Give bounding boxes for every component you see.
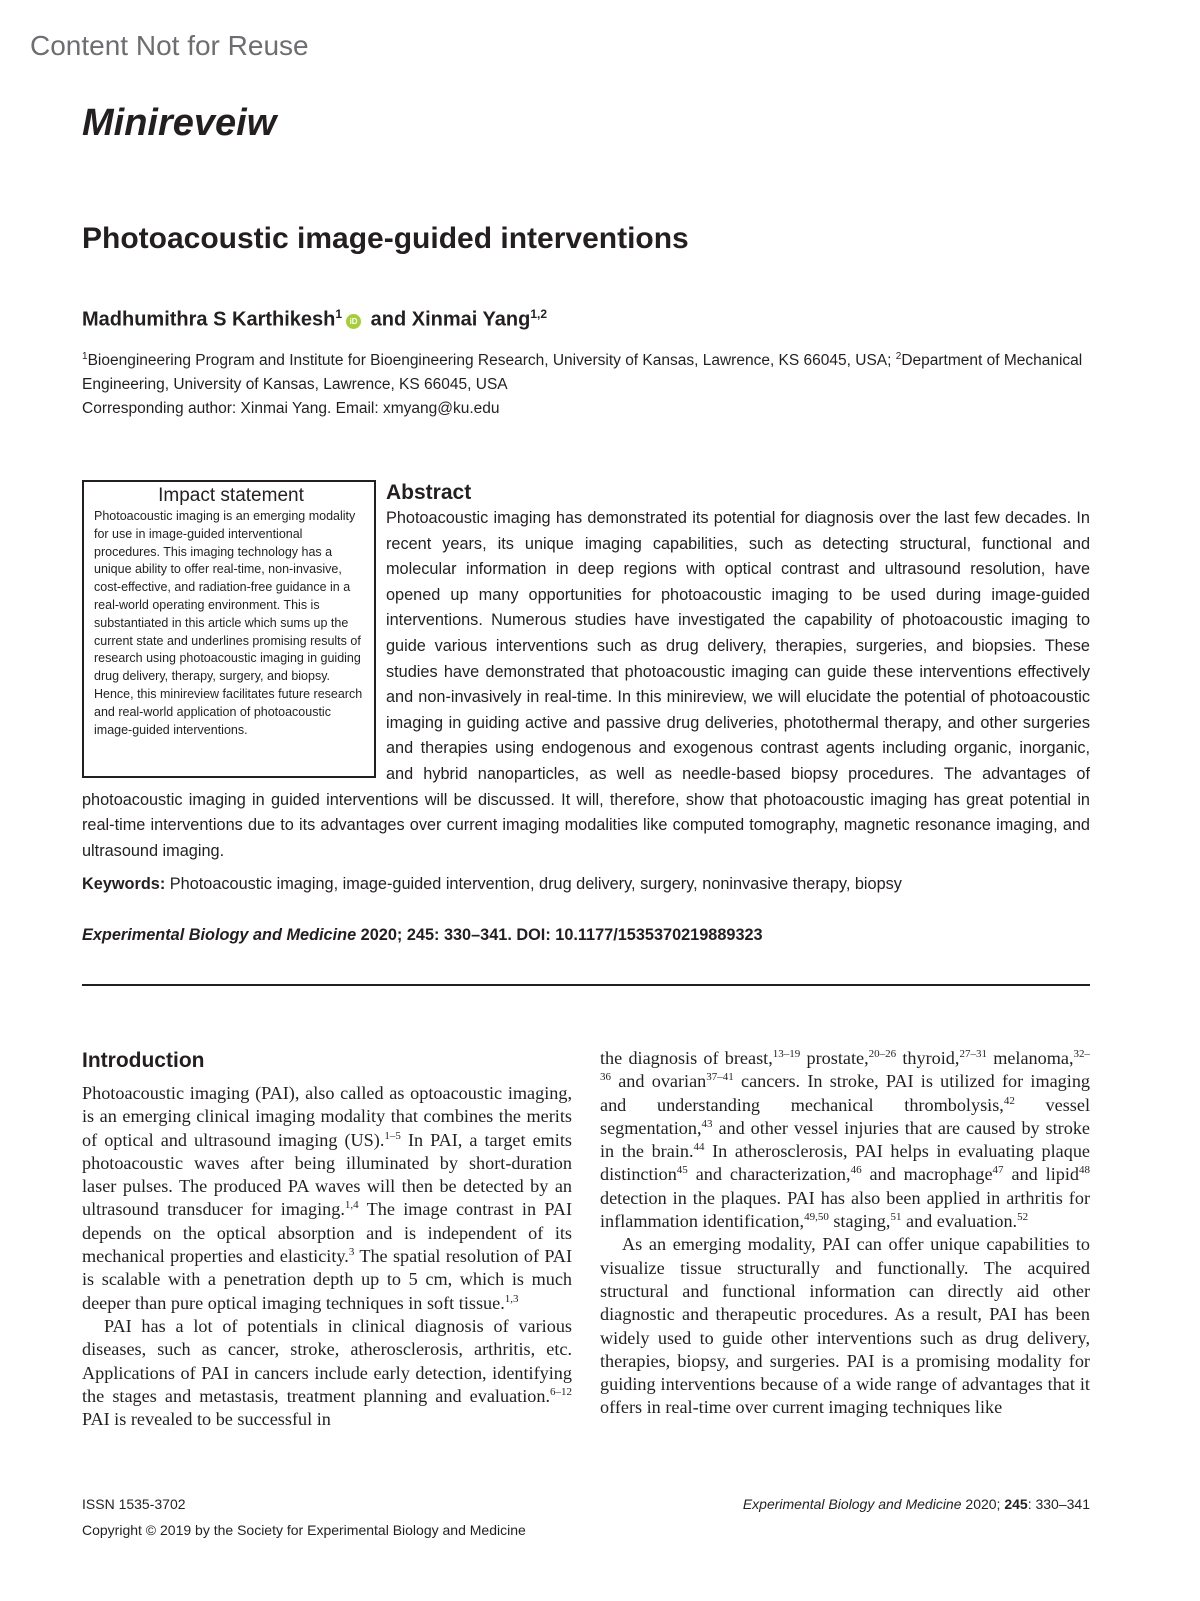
author-2-affil: 1,2 [530,307,547,321]
reference-superscript[interactable]: 20–26 [868,1047,897,1060]
corresponding-author: Corresponding author: Xinmai Yang. Email: xmyang@ku.edu [82,400,500,418]
abstract-section [82,480,1090,864]
impact-text: Photoacoustic imaging is an emerging modality for use in image-guided interventional procedures. This imaging technology has a unique ability to offer real-time, non-invasive, cost-effective, and radiation-free guidance in a real-world operating environment. This is substantiated in this article which sums up the current state and underlines promising results of research using photoacoustic imaging in guiding drug delivery, therapy, surgery, and biopsy. Hence, this minireview facilitates future research and real-world application of photoacoustic image-guided interventions. [94,509,363,737]
reference-superscript[interactable]: 3 [348,1246,355,1259]
author-2: and Xinmai Yang [365,308,531,331]
body-paragraph [600,1233,1090,1419]
reference-superscript[interactable]: 13–19 [772,1047,801,1060]
keywords-label: Keywords: [82,875,166,893]
paragraph-text: the diagnosis of breast, [600,1048,773,1068]
reference-superscript[interactable]: 44 [693,1141,705,1154]
paragraph-text: melanoma, [986,1048,1074,1068]
body-paragraph [600,1047,1090,1233]
reference-superscript[interactable]: 32–36 [600,1047,1090,1084]
reference-superscript[interactable]: 45 [676,1164,688,1177]
impact-statement-box [82,480,376,778]
paragraph-text: detection in the plaques. PAI has also been applied in arthritis for inflammation identification, [600,1187,1090,1232]
paragraph-text: The spatial resolution of PAI is scalable with a penetration depth up to 5 cm, which is much deeper than pure optical imaging techniques in soft tissue. [82,1246,573,1313]
right-column [600,1047,1090,1420]
keywords [82,875,902,894]
affiliation-1: Bioengineering Program and Institute for Bioengineering Research, University of Kansas, Lawrence, KS 66045, USA; [87,352,896,370]
paragraph-text: prostate, [800,1048,869,1068]
paragraph-text: cancers. In stroke, PAI is utilized for imaging and understanding mechanical thrombolysis, [600,1071,1091,1115]
reference-superscript[interactable]: 42 [1003,1094,1015,1107]
paragraph-text: In atherosclerosis, PAI helps in evaluating plaque distinction [600,1141,1090,1185]
article-type: Minireveiw [82,102,277,144]
paragraph-text: and evaluation. [901,1211,1018,1232]
reference-superscript[interactable]: 52 [1017,1211,1029,1224]
paragraph-text: staging, [828,1211,891,1232]
footer-volume: 245 [1004,1496,1028,1512]
footer-journal: Experimental Biology and Medicine [742,1496,962,1512]
paragraph-text: and characterization, [687,1164,851,1185]
issn: ISSN 1535-3702 [82,1496,186,1512]
reference-superscript[interactable]: 27–31 [959,1047,987,1060]
reference-superscript[interactable]: 6–12 [550,1385,572,1398]
body-paragraph [82,1082,572,1315]
reference-superscript[interactable]: 1–5 [384,1129,401,1142]
citation [82,926,763,945]
divider [82,984,1090,986]
watermark: Content Not for Reuse [30,30,309,61]
reference-superscript[interactable]: 1,4 [344,1199,359,1212]
introduction-heading: Introduction [82,1049,205,1072]
right-column-body [600,1047,1090,1420]
reference-superscript[interactable]: 43 [701,1117,713,1130]
article-title: Photoacoustic image-guided interventions [82,222,689,255]
paragraph-text: PAI is revealed to be successful in [82,1409,331,1430]
footer-year: 2020; [961,1496,1005,1512]
reference-superscript[interactable]: 1,3 [504,1292,519,1305]
reference-superscript[interactable]: 48 [1079,1164,1090,1177]
citation-journal: Experimental Biology and Medicine [82,926,357,944]
copyright: Copyright © 2019 by the Society for Experimental Biology and Medicine [82,1522,526,1538]
running-footer [743,1496,1090,1512]
paragraph-text: and macrophage [861,1164,993,1185]
impact-heading: Impact statement [158,485,304,506]
reference-superscript[interactable]: 46 [850,1164,862,1177]
abstract-text: Photoacoustic imaging has demonstrated its potential for diagnosis over the last few decades. In recent years, its unique imaging capabilities, such as detecting structural, functional and molecular information in deep regions with optical contrast and ultrasound resolution, have opened up many opportunities for photoacoustic imaging to be used during image-guided interventions. Numerous studies have investigated the capability of photoacoustic imaging to guide various interventions such as drug delivery, therapies, surgeries, and biopsies. These studies have demonstrated that photoacoustic imaging can guide these interventions effectively and non-invasively in real-time. In this minireview, we will elucidate the potential of photoacoustic imaging in guiding active and passive drug deliveries, photothermal therapy, and other surgeries and therapies using endogenous and exogenous contrast agents including organic, inorganic, and hybrid nanoparticles, as well as needle-based biopsy procedures. The advantages of photoacoustic imaging in guided interventions will be discussed. It will, therefore, show that photoacoustic imaging has great potential in real-time interventions due to its advantages over current imaging modalities like computed tomography, magnetic resonance imaging, and ultrasound imaging. [82,509,1090,860]
reference-superscript[interactable]: 51 [890,1211,902,1224]
affiliation-2: Department of Mechanical Engineering, University of Kansas, Lawrence, KS 66045, USA [82,352,1083,394]
author-1-affil: 1 [335,307,343,321]
paragraph-text: As an emerging modality, PAI can offer unique capabilities to visualize tissue structurally and functionally. The acquired structural and functional information can directly aid other diagnostic and therapeutic procedures. As a result, PAI has been widely used to guide other interventions such as drug delivery, therapies, biopsy, and surgeries. PAI is a promising modality for guiding interventions because of a wide range of advantages that it offers in real-time over current imaging techniques like [600,1234,1090,1418]
paragraph-text: thyroid, [896,1048,960,1068]
affil-sup: 2 [895,351,902,362]
citation-doi[interactable]: 2020; 245: 330–341. DOI: 10.1177/1535370219889323 [356,926,763,944]
paragraph-text: vessel segmentation, [600,1094,1091,1138]
footer-pages: : 330–341 [1027,1496,1090,1512]
left-column-body [82,1082,572,1431]
orcid-icon[interactable]: iD [346,314,361,329]
abstract-heading: Abstract [386,481,472,504]
reference-superscript[interactable]: 47 [992,1164,1004,1177]
paragraph-text: and ovarian [611,1071,707,1092]
body-paragraph [82,1315,572,1431]
paragraph-text: and lipid [1003,1164,1079,1185]
affiliations [82,345,1092,421]
paragraph-text: In PAI, a target emits photoacoustic waves after being illuminated by short-duration laser pulses. The produced PA waves will then be detected by an ultrasound transducer for imaging. [82,1129,572,1220]
paragraph-text: The image contrast in PAI depends on the optical absorption and is independent of its mechanical properties and elasticity. [82,1199,572,1267]
affil-sup: 1 [82,351,88,362]
left-column [82,1047,572,1431]
paragraph-text: Photoacoustic imaging (PAI), also called as optoacoustic imaging, is an emerging clinical imaging modality that combines the merits of optical and ultrasound imaging (US). [82,1083,572,1150]
paragraph-text: PAI has a lot of potentials in clinical diagnosis of various diseases, such as cancer, stroke, atherosclerosis, arthritis, etc. Applications of PAI in cancers include early detection, identifying the stages and metastasis, treatment planning and evaluation. [82,1315,572,1406]
authors [82,307,547,332]
reference-superscript[interactable]: 49,50 [804,1211,829,1224]
paragraph-text: and other vessel injuries that are caused by stroke in the brain. [600,1117,1090,1162]
author-1: Madhumithra S Karthikesh [82,308,336,331]
keywords-text: Photoacoustic imaging, image-guided intervention, drug delivery, surgery, noninvasive therapy, biopsy [165,875,902,893]
reference-superscript[interactable]: 37–41 [706,1071,734,1084]
